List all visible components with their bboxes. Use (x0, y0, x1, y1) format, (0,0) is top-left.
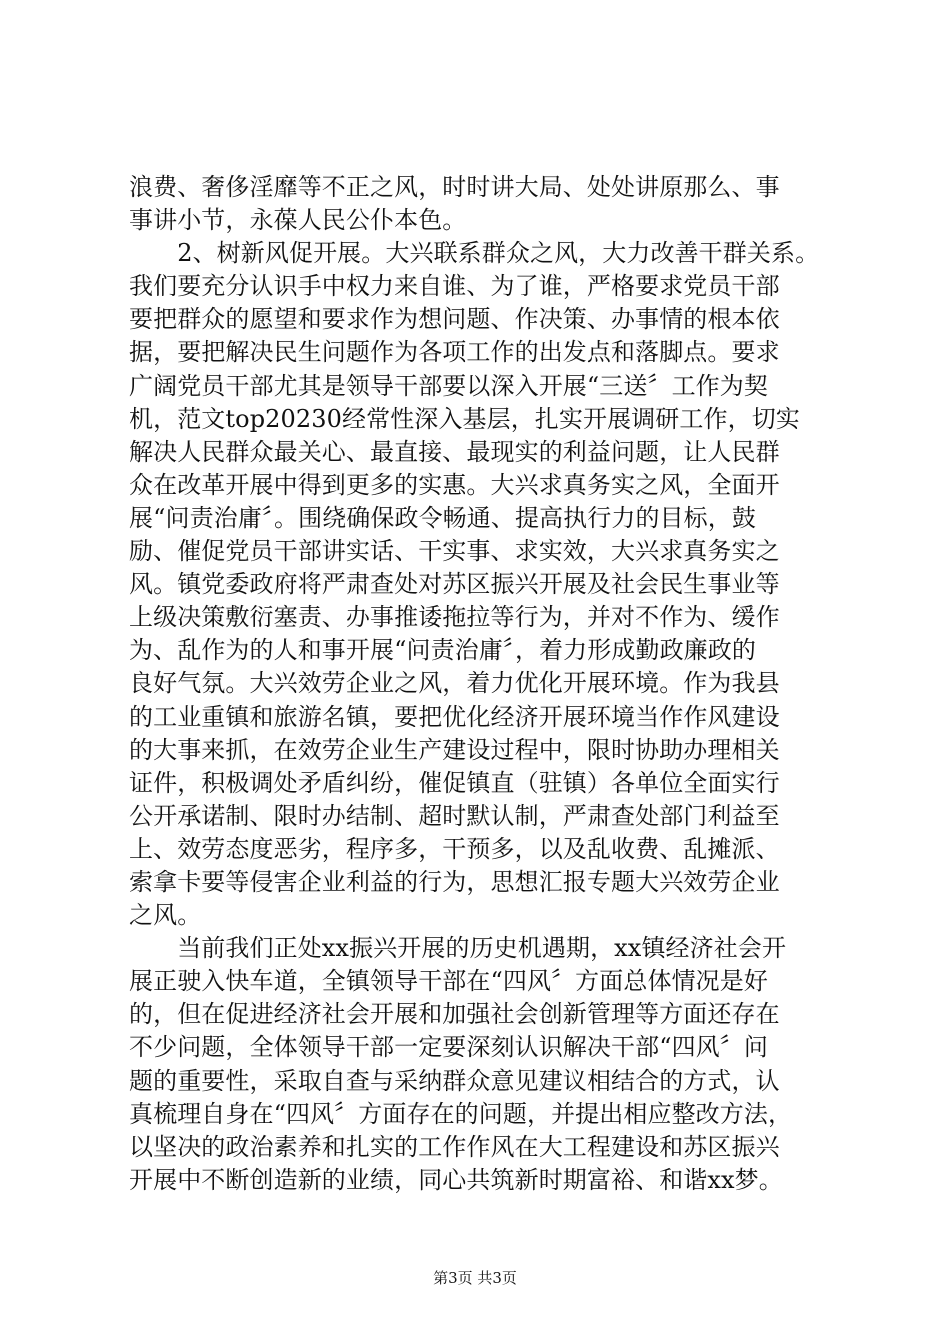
text-line: 解决人民群众最关心、最直接、最现实的利益问题，让人民群 (129, 437, 780, 466)
text-line: 浪费、奢侈淫靡等不正之风，时时讲大局、处处讲原那么、事 (129, 173, 780, 201)
body-text (129, 171, 829, 1197)
text-line: 2、树新风促开展。大兴联系群众之风，大力改善干群关系。 (129, 239, 820, 268)
text-line: 广阔党员干部尤其是领导干部要以深入开展“三送〞工作为契 (129, 371, 768, 400)
text-line: 展正驶入快车道，全镇领导干部在“四风〞方面总体情况是好 (129, 967, 768, 996)
text-line: 索拿卡要等侵害企业利益的行为，思想汇报专题大兴效劳企业 (129, 867, 780, 896)
text-line: 的工业重镇和旅游名镇，要把优化经济开展环境当作作风建设 (129, 702, 780, 731)
text-line: 不少问题，全体领导干部一定要深刻认识解决干部“四风〞问 (129, 1033, 768, 1062)
text-line: 为、乱作为的人和事开展“问责治庸〞，着力形成勤政廉政的 (129, 636, 756, 665)
text-line: 良好气氛。大兴效劳企业之风，着力优化开展环境。作为我县 (129, 669, 780, 698)
text-line: 风。镇党委政府将严肃查处对苏区振兴开展及社会民生事业等 (129, 570, 780, 599)
text-line: 题的重要性，采取自查与采纳群众意见建议相结合的方式，认 (129, 1066, 780, 1095)
text-line: 励、催促党员干部讲实话、干实事、求实效，大兴求真务实之 (129, 537, 780, 566)
text-line: 证件，积极调处矛盾纠纷，催促镇直（驻镇）各单位全面实行 (129, 768, 780, 797)
text-line: 上、效劳态度恶劣，程序多，干预多，以及乱收费、乱摊派、 (129, 834, 780, 863)
text-line: 要把群众的愿望和要求作为想问题、作决策、办事情的根本依 (129, 305, 780, 334)
text-line: 之风。 (129, 901, 202, 930)
text-line: 公开承诺制、限时办结制、超时默认制，严肃查处部门利益至 (129, 801, 780, 830)
text-line: 展“问责治庸〞。围绕确保政令畅通、提高执行力的目标，鼓 (129, 503, 756, 532)
text-line: 我们要充分认识手中权力来自谁、为了谁，严格要求党员干部 (129, 272, 780, 301)
text-line: 机，范文top20230经常性深入基层，扎实开展调研工作，切实 (129, 404, 800, 433)
text-line: 据，要把解决民生问题作为各项工作的出发点和落脚点。要求 (129, 338, 780, 367)
text-line: 的，但在促进经济社会开展和加强社会创新管理等方面还存在 (129, 1000, 780, 1029)
text-line: 众在改革开展中得到更多的实惠。大兴求真务实之风，全面开 (129, 470, 780, 499)
page-footer: 第3页 共3页 (433, 1269, 517, 1287)
text-line: 上级决策敷衍塞责、办事推诿拖拉等行为，并对不作为、缓作 (129, 603, 780, 632)
text-line: 的大事来抓，在效劳企业生产建设过程中，限时协助办理相关 (129, 735, 780, 764)
text-line: 事讲小节，永葆人民公仆本色。 (129, 206, 467, 235)
text-line: 以坚决的政治素养和扎实的工作作风在大工程建设和苏区振兴 (129, 1132, 780, 1161)
text-line: 真梳理自身在“四风〞方面存在的问题，并提出相应整改方法， (129, 1099, 793, 1128)
text-line: 开展中不断创造新的业绩，同心共筑新时期富裕、和谐xx梦。 (129, 1165, 783, 1194)
text-line: 当前我们正处xx振兴开展的历史机遇期，xx镇经济社会开 (129, 934, 787, 963)
